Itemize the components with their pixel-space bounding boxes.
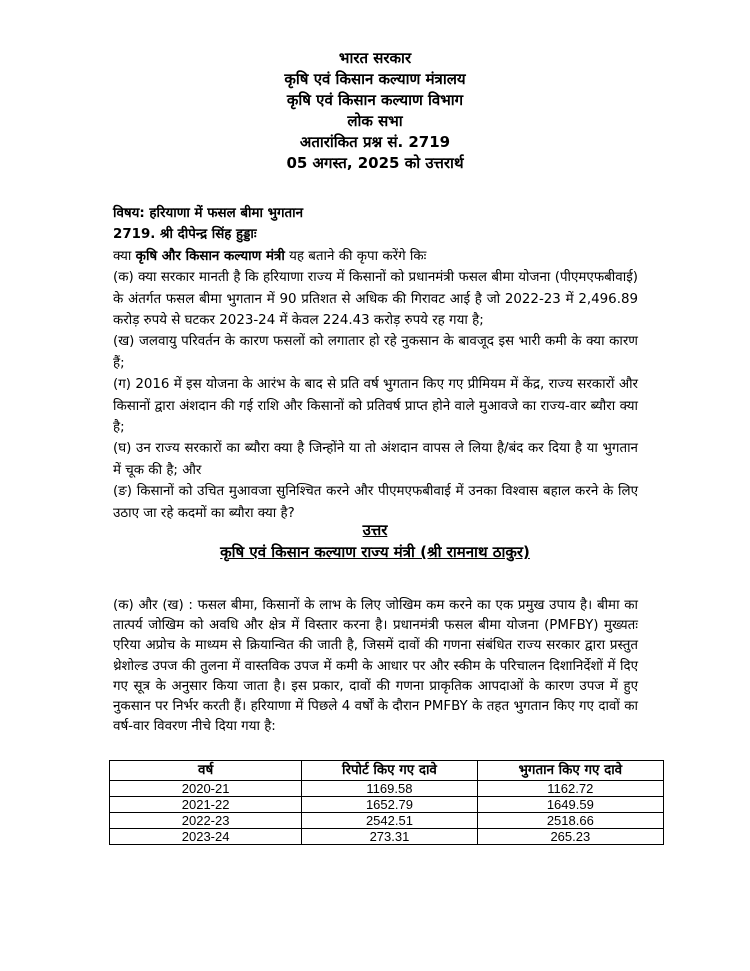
question-subject: विषय: हरियाणा में फसल बीमा भुगतान bbox=[113, 206, 304, 221]
header-government: भारत सरकार bbox=[338, 49, 412, 67]
question-part-gha: (घ) उन राज्य सरकारों का ब्यौरा क्या है जिन्होंने या तो अंशदान वापस ले लिया है/बंद कर दिया है या भुगतान में चूक की है; और bbox=[113, 441, 638, 478]
question-section bbox=[113, 203, 638, 524]
question-part-ga: (ग) 2016 में इस योजना के आरंभ के बाद से प्रति वर्ष भुगतान किए गए प्रीमियम में केंद्र, राज्य सरकारों और किसानों द्वारा अंशदान की गई राशि और किसानों को प्रतिवर्ष प्राप्त होने वाले मुआवजे का राज्य-वार ब्यौरा क्या है; bbox=[113, 377, 638, 436]
question-part-kha: (ख) जलवायु परिवर्तन के कारण फसलों को लगातार हो रहे नुकसान के बावजूद इस भारी कमी के क्या कारण हैं; bbox=[113, 334, 638, 371]
cell-reported: 1652.79 bbox=[302, 797, 477, 813]
header-question-number: अतारांकित प्रश्न सं. 2719 bbox=[299, 133, 451, 151]
cell-reported: 1169.58 bbox=[302, 781, 477, 797]
header-year: वर्ष bbox=[110, 761, 302, 781]
intro-text-end: यह बताने की कृपा करेंगे किः bbox=[284, 248, 427, 264]
header-answer-date: 05 अगस्त, 2025 को उत्तरार्थ bbox=[286, 154, 464, 172]
table-row bbox=[110, 797, 664, 813]
answer-minister: कृषि एवं किसान कल्याण राज्य मंत्री (श्री रामनाथ ठाकुर) bbox=[220, 543, 530, 561]
cell-year: 2023-24 bbox=[110, 829, 302, 845]
table-row bbox=[110, 829, 664, 845]
question-intro bbox=[113, 246, 638, 267]
header-paid-claims: भुगतान किए गए दावे bbox=[477, 761, 663, 781]
question-part-nga: (ङ) किसानों को उचित मुआवजा सुनिश्चित करने और पीएमएफबीवाई में उनका विश्वास बहाल करने के लिए उठाए जा रहे कदमों का ब्यौरा क्या है? bbox=[113, 484, 638, 521]
cell-year: 2022-23 bbox=[110, 813, 302, 829]
header-ministry: कृषि एवं किसान कल्याण मंत्रालय bbox=[284, 70, 466, 88]
answer-title: उत्तर bbox=[362, 521, 388, 539]
intro-text-start: क्या bbox=[113, 248, 136, 264]
answer-heading bbox=[0, 519, 750, 563]
cell-year: 2021-22 bbox=[110, 797, 302, 813]
cell-reported: 2542.51 bbox=[302, 813, 477, 829]
question-asker: 2719. श्री दीपेन्द्र सिंह हुड्डाः bbox=[113, 227, 257, 243]
table-row bbox=[110, 781, 664, 797]
cell-reported: 273.31 bbox=[302, 829, 477, 845]
header-house: लोक सभा bbox=[347, 112, 403, 130]
cell-paid: 2518.66 bbox=[477, 813, 663, 829]
claims-table bbox=[109, 760, 664, 845]
cell-paid: 1162.72 bbox=[477, 781, 663, 797]
table-header-row bbox=[110, 761, 664, 781]
header-reported-claims: रिपोर्ट किए गए दावे bbox=[302, 761, 477, 781]
cell-year: 2020-21 bbox=[110, 781, 302, 797]
document-header bbox=[0, 48, 750, 174]
intro-minister: कृषि और किसान कल्याण मंत्री bbox=[135, 248, 285, 264]
cell-paid: 265.23 bbox=[477, 829, 663, 845]
header-department: कृषि एवं किसान कल्याण विभाग bbox=[286, 91, 464, 109]
table-row bbox=[110, 813, 664, 829]
question-part-ka: (क) क्या सरकार मानती है कि हरियाणा राज्य में किसानों को प्रधानमंत्री फसल बीमा योजना (पीएमएफबीवाई) के अंतर्गत फसल बीमा भुगतान में 90 प्रतिशत से अधिक की गिरावट आई है जो 2022-23 में 2,496.89 करोड़ रुपये से घटकर 2023-24 में केवल 224.43 करोड़ रुपये रह गया है; bbox=[113, 270, 638, 329]
cell-paid: 1649.59 bbox=[477, 797, 663, 813]
answer-text: (क) और (ख) : फसल बीमा, किसानों के लाभ के लिए जोखिम कम करने का एक प्रमुख उपाय है। बीमा का तात्पर्य जोखिम को अवधि और क्षेत्र में विस्तार करना है। प्रधानमंत्री फसल बीमा योजना (PMFBY) मुख्यतः एरिया अप्रोच के माध्यम से क्रियान्वित की जाती है, जिसमें दावों की गणना संबंधित राज्य सरकार द्वारा प्रस्तुत थ्रेशोल्ड उपज की तुलना में वास्तविक उपज में कमी के आधार पर और स्कीम के परिचालन दिशानिर्देशों में दिए गए सूत्र के अनुसार किया जाता है। इस प्रकार, दावों की गणना प्राकृतिक आपदाओं के कारण उपज में हुए नुकसान पर निर्भर करती हैं। हरियाणा में पिछले 4 वर्षों के दौरान PMFBY के तहत भुगतान किए गए दावों का वर्ष-वार विवरण नीचे दिया गया है: bbox=[113, 598, 638, 735]
